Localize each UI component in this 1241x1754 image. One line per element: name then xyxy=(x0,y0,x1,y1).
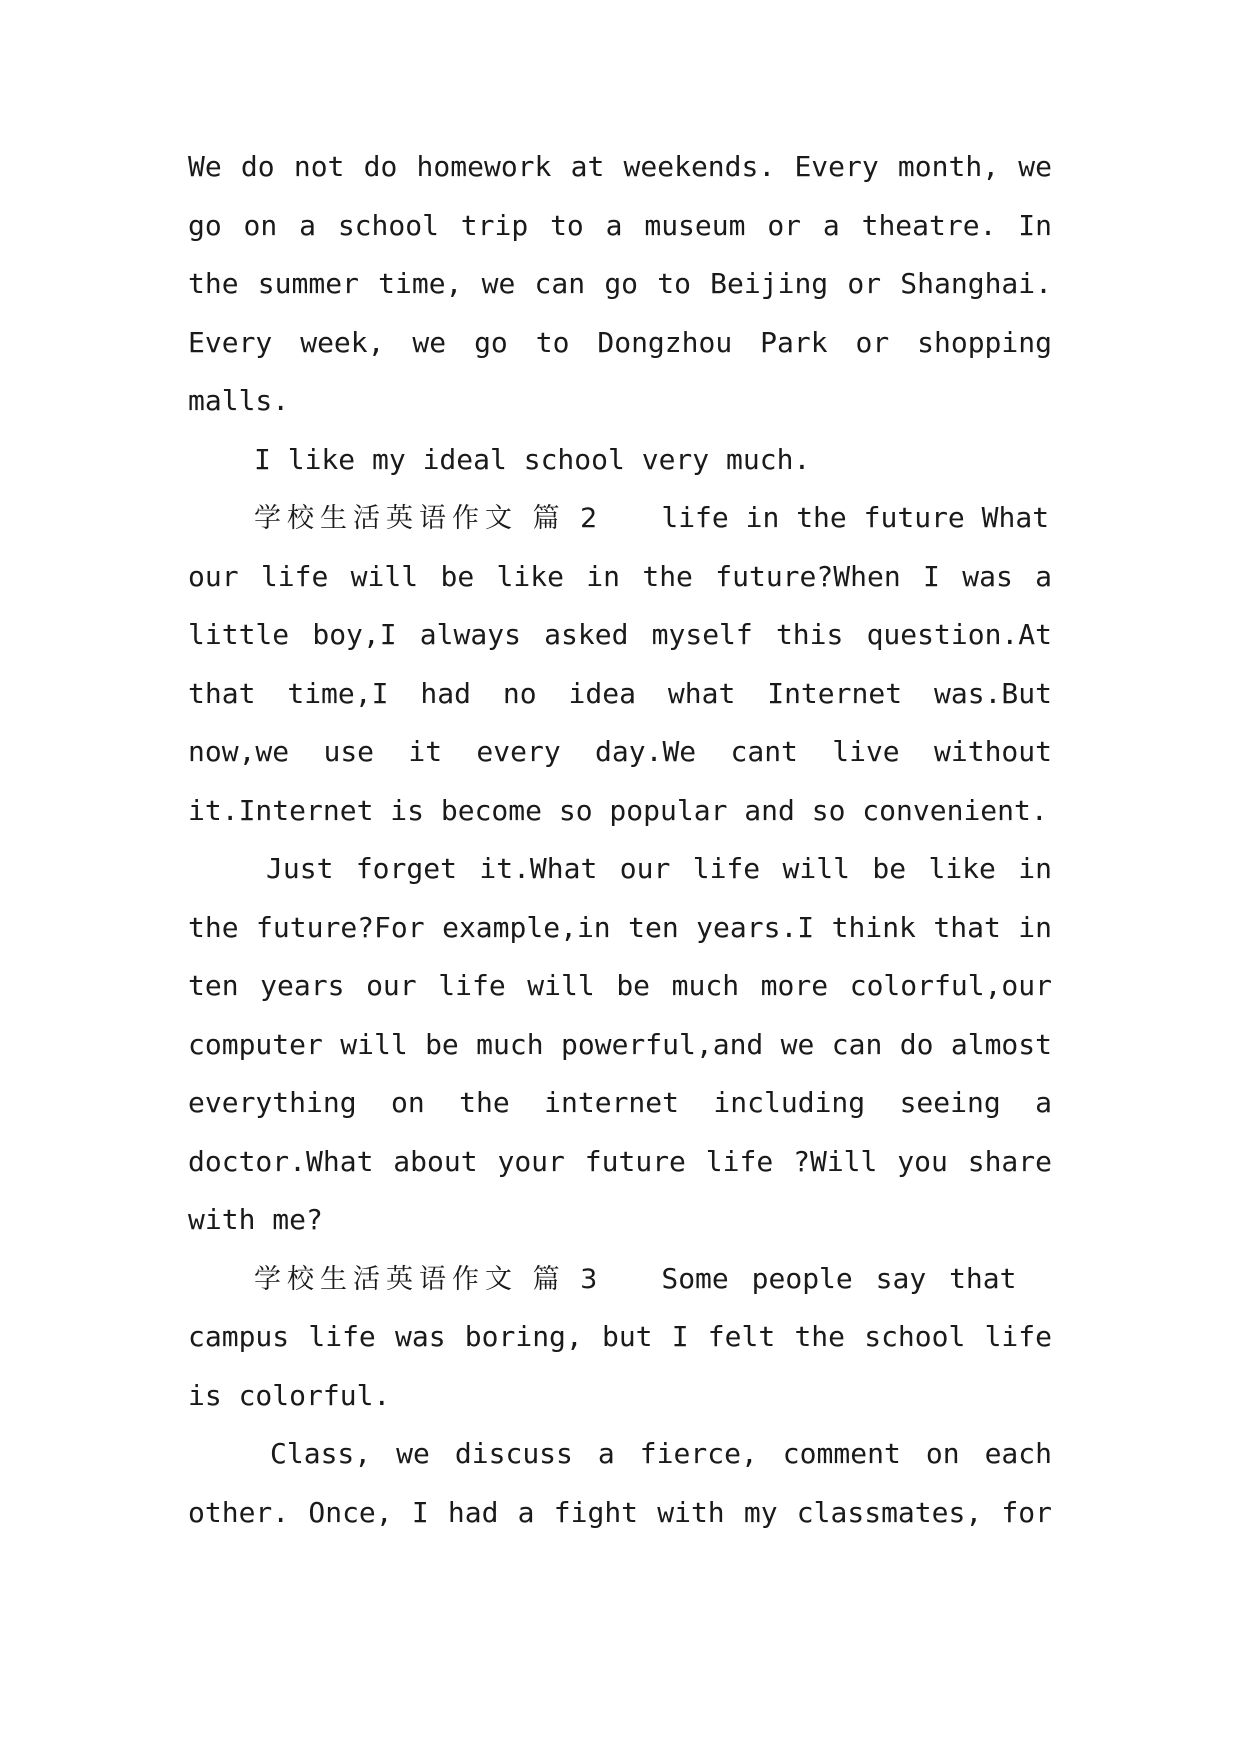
text-line: computer will be much powerful,and we can do almost xyxy=(188,1027,1052,1061)
text-line: is colorful. xyxy=(188,1378,391,1412)
text-line: our life will be like in the future?When I was a xyxy=(188,559,1052,593)
document-body xyxy=(188,138,1052,1542)
text-line: Just forget it.What our life will be like in xyxy=(266,852,1052,885)
text-fragment: life in the future What xyxy=(661,501,1050,534)
text-line: We do not do homework at weekends. Every month, we xyxy=(188,150,1052,183)
text-line: with me? xyxy=(188,1203,323,1236)
text-line: ten years our life will be much more colorful,our xyxy=(188,969,1052,1002)
section-heading-line xyxy=(188,489,1052,548)
text-line: that time,I had no idea what Internet was.But xyxy=(188,676,1052,710)
text-line: go on a school trip to a museum or a theatre. In xyxy=(188,208,1052,242)
text-line: doctor.What about your future life ?Will you share xyxy=(188,1144,1052,1178)
text-line: the summer time, we can go to Beijing or Shanghai. xyxy=(188,267,1052,300)
text-line: everything on the internet including seeing a xyxy=(188,1086,1052,1119)
text-line: campus life was boring, but I felt the school life xyxy=(188,1320,1052,1353)
text-line: other. Once, I had a fight with my classmates, for xyxy=(188,1495,1052,1529)
text-line: now,we use it every day.We cant live without xyxy=(188,735,1052,768)
section-heading-line xyxy=(188,1250,1052,1309)
text-line: little boy,I always asked myself this question.At xyxy=(188,618,1052,651)
section-heading-3: 学校生活英语作文 篇 3 xyxy=(254,1263,604,1295)
text-line: the future?For example,in ten years.I think that in xyxy=(188,910,1052,944)
text-line: I like my ideal school very much. xyxy=(254,442,811,476)
text-line: it.Internet is become so popular and so convenient. xyxy=(188,793,1048,827)
text-line: Every week, we go to Dongzhou Park or shopping xyxy=(188,325,1052,359)
text-line: malls. xyxy=(188,384,290,417)
text-fragment: Some people say that xyxy=(661,1261,1017,1295)
text-line: Class, we discuss a fierce, comment on each xyxy=(270,1437,1052,1470)
section-heading-2: 学校生活英语作文 篇 2 xyxy=(254,503,604,534)
